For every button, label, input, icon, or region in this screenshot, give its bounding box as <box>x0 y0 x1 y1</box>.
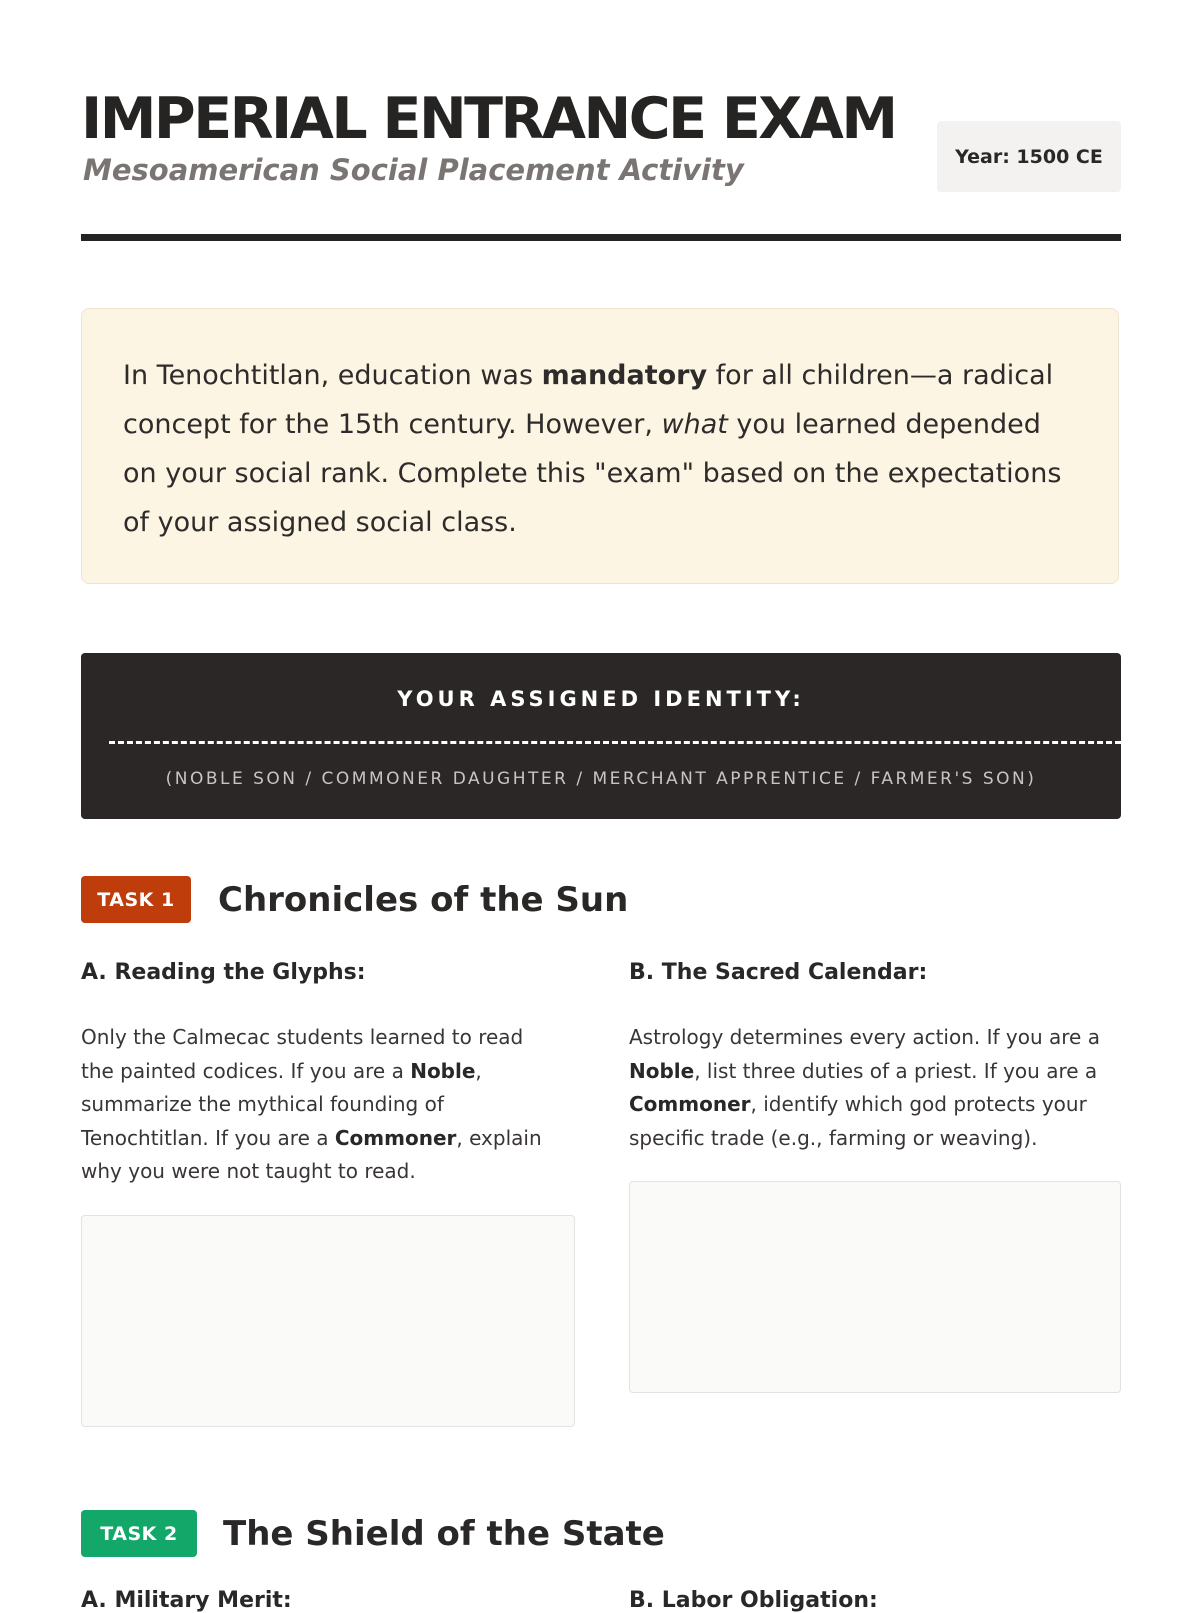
year-badge: Year: 1500 CE <box>937 121 1121 192</box>
task1-col-a-bold-1: Noble <box>410 1058 476 1083</box>
task1-col-b-text-2: , list three duties of a priest. If you are a <box>694 1058 1098 1083</box>
task1-col-b-text-3: , identify which god protects your specific trade (e.g., farming or weaving). <box>629 1092 1087 1150</box>
task1-col-a-text-2: , summarize the mythical founding of Tenochtitlan. If you are a <box>81 1058 482 1150</box>
task1-col-b-heading: B. The Sacred Calendar: <box>629 960 928 985</box>
exam-title: IMPERIAL ENTRANCE EXAM <box>81 86 896 152</box>
task1-col-b-text-1: Astrology determines every action. If you are a <box>629 1025 1100 1049</box>
task2-badge: TASK 2 <box>81 1510 197 1557</box>
header-divider <box>81 234 1121 241</box>
task1-col-a-bold-2: Commoner <box>334 1125 457 1150</box>
task2-col-b-heading: B. Labor Obligation: <box>629 1588 878 1613</box>
task1-col-b-bold-1: Noble <box>629 1058 695 1083</box>
task1-col-a-heading: A. Reading the Glyphs: <box>81 960 366 985</box>
task1-col-b-answer-box[interactable] <box>629 1181 1121 1393</box>
intro-italic: what <box>661 409 728 440</box>
identity-label: YOUR ASSIGNED IDENTITY: <box>397 687 805 711</box>
intro-text-2: for all children—a radical concept for the 15th century. However, <box>123 360 1054 440</box>
identity-options: (NOBLE SON / COMMONER DAUGHTER / MERCHANT APPRENTICE / FARMER'S SON) <box>165 769 1037 789</box>
exam-header <box>81 80 1121 240</box>
intro-box <box>81 308 1119 584</box>
task2-col-a-heading: A. Military Merit: <box>81 1588 292 1613</box>
intro-text-3: you learned depended on your social rank. Complete this "exam" based on the expectations of your assigned social class. <box>123 409 1062 538</box>
exam-subtitle: Mesoamerican Social Placement Activity <box>83 153 744 187</box>
intro-text-1: In Tenochtitlan, education was <box>123 360 542 391</box>
task1-col-a-text <box>81 1021 561 1189</box>
task1-col-a-text-3: , explain why you were not taught to read. <box>81 1125 542 1183</box>
intro-paragraph <box>123 351 1078 547</box>
task1-col-a-answer-box[interactable] <box>81 1215 575 1427</box>
task1-col-a-text-1: Only the Calmecac students learned to read the painted codices. If you are a <box>81 1025 524 1083</box>
task2-title: The Shield of the State <box>223 1514 665 1554</box>
task1-col-b-bold-2: Commoner <box>629 1092 751 1116</box>
intro-bold: mandatory <box>541 360 708 391</box>
task1-badge: TASK 1 <box>81 876 191 923</box>
identity-blank-line[interactable] <box>109 741 1121 744</box>
identity-box <box>81 653 1121 819</box>
task1-title: Chronicles of the Sun <box>218 880 629 920</box>
task1-col-b-text <box>629 1021 1121 1155</box>
